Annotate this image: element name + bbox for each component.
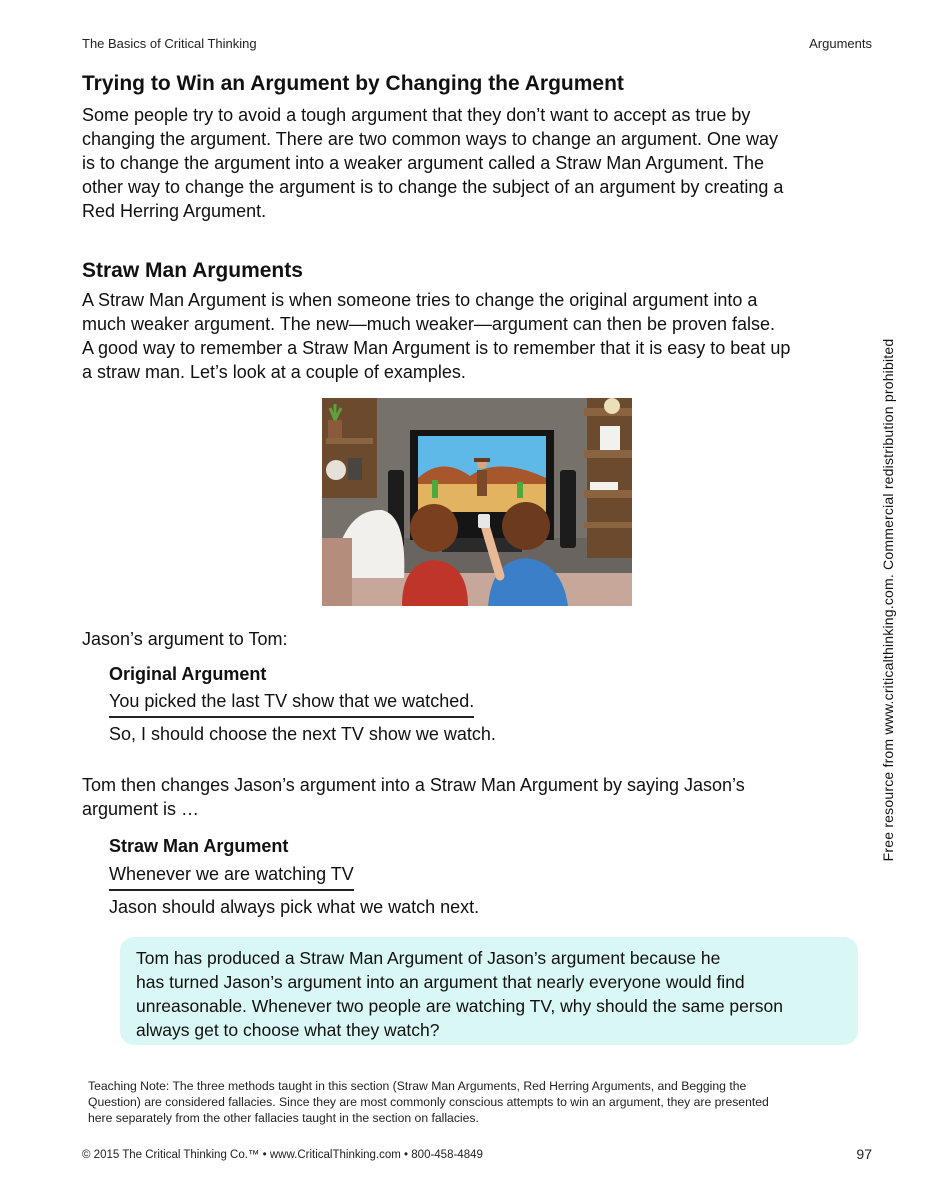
straw-man-argument-title: Straw Man Argument — [109, 836, 289, 856]
original-argument-title: Original Argument — [109, 664, 267, 684]
straw-man-conclusion: Jason should always pick what we watch next. — [109, 897, 480, 917]
text-line: a straw man. Let’s look at a couple of examples. — [82, 362, 466, 382]
text-line: Some people try to avoid a tough argument that they don’t want to accept as true by — [82, 105, 751, 125]
original-premise: You picked the last TV show that we watched. — [109, 689, 474, 718]
text-line: unreasonable. Whenever two people are watching TV, why should the same person — [136, 996, 783, 1016]
text-line: Tom has produced a Straw Man Argument of Jason’s argument because he — [136, 948, 721, 968]
section-title-changing-argument: Trying to Win an Argument by Changing the Argument — [82, 72, 624, 95]
text-line: has turned Jason’s argument into an argument that nearly everyone would find — [136, 972, 745, 992]
redistribution-notice: Free resource from www.criticalthinking.com. Commercial redistribution prohibited — [880, 338, 896, 862]
text-line: always get to choose what they watch? — [136, 1020, 440, 1040]
explanation-callout — [120, 937, 858, 1045]
copyright-footer: © 2015 The Critical Thinking Co.™ • www.CriticalThinking.com • 800-458-4849 — [82, 1149, 483, 1161]
text-line: Red Herring Argument. — [82, 201, 267, 221]
text-line: much weaker argument. The new—much weaker—argument can then be proven false. — [82, 314, 776, 334]
section1-paragraph — [82, 103, 882, 223]
running-header-right: Arguments — [809, 36, 872, 51]
teaching-note — [88, 1078, 878, 1126]
text-line: argument is … — [82, 799, 200, 819]
tv-room-illustration — [322, 398, 632, 606]
text-line: changing the argument. There are two common ways to change an argument. One way — [82, 129, 779, 149]
text-line: Teaching Note: The three methods taught in this section (Straw Man Arguments, Red Herring Arguments, and Begging the — [88, 1079, 747, 1093]
text-line: Tom then changes Jason’s argument into a Straw Man Argument by saying Jason’s — [82, 775, 745, 795]
text-line: A Straw Man Argument is when someone tries to change the original argument into a — [82, 290, 758, 310]
text-line: here separately from the other fallacies taught in the section on fallacies. — [88, 1111, 479, 1125]
text-line: Question) are considered fallacies. Since they are most commonly conscious attempts to win an argument, they are presented — [88, 1095, 769, 1109]
text-line: A good way to remember a Straw Man Argument is to remember that it is easy to beat up — [82, 338, 791, 358]
section-title-straw-man: Straw Man Arguments — [82, 259, 303, 282]
text-line: other way to change the argument is to change the subject of an argument by creating a — [82, 177, 784, 197]
text-line: is to change the argument into a weaker argument called a Straw Man Argument. The — [82, 153, 765, 173]
straw-man-premise: Whenever we are watching TV — [109, 862, 354, 891]
running-header-left: The Basics of Critical Thinking — [82, 36, 257, 51]
section2-paragraph — [82, 288, 882, 384]
transition-paragraph — [82, 773, 882, 821]
example-intro: Jason’s argument to Tom: — [82, 629, 288, 649]
original-conclusion: So, I should choose the next TV show we watch. — [109, 724, 496, 744]
page-number: 97 — [856, 1146, 872, 1162]
